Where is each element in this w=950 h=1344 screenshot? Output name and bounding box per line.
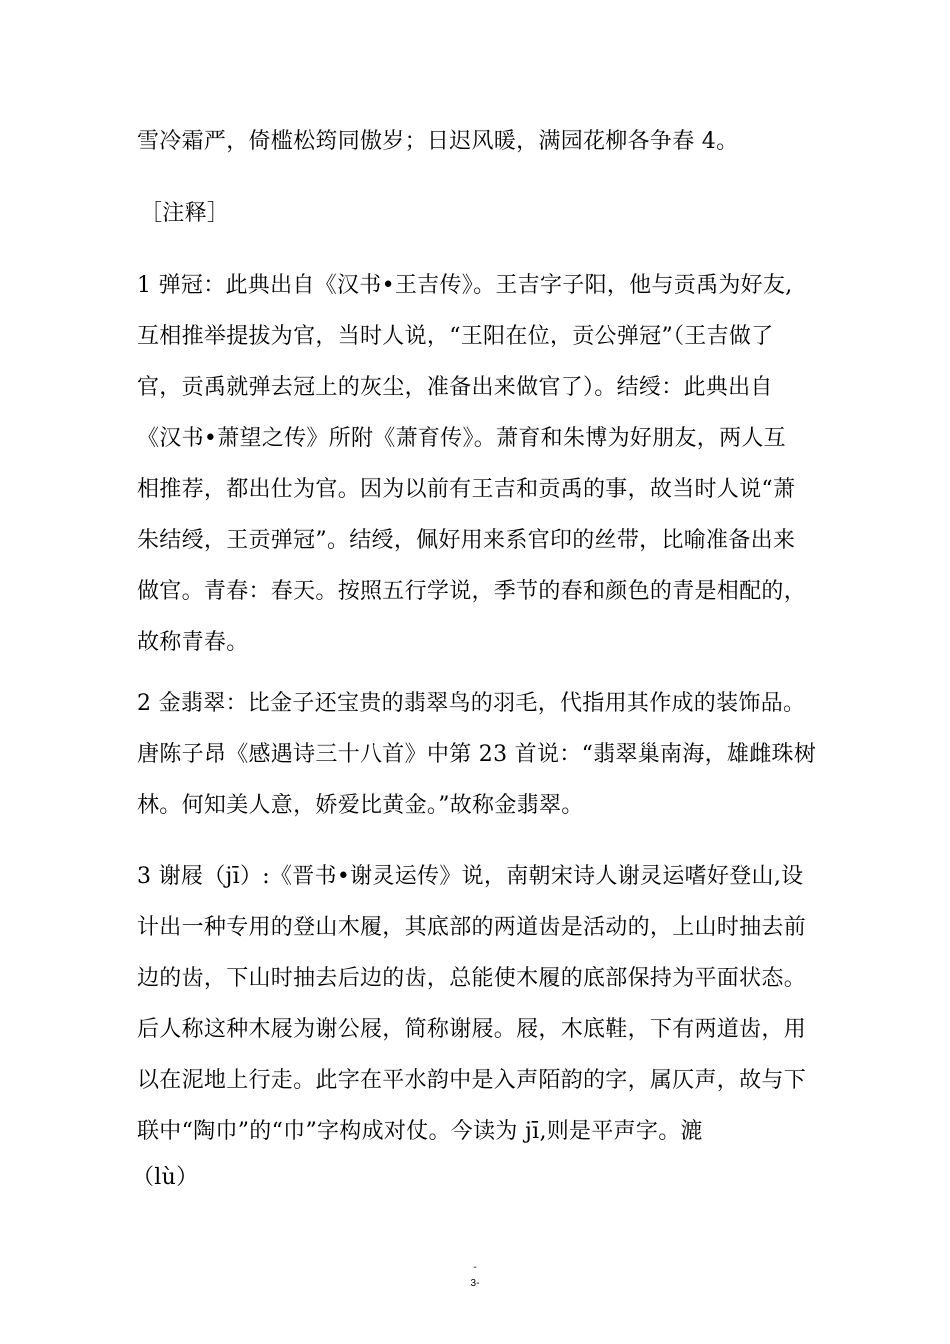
poem-line: 雪冷霜严，倚槛松筠同傲岁；日迟风暖，满园花柳各争春 4。 bbox=[137, 129, 739, 154]
note-2-line: 2 金翡翠：比金子还宝贵的翡翠鸟的羽毛，代指用其作成的装饰品。 bbox=[137, 691, 806, 716]
note-3-line: 计出一种专用的登山木履，其底部的两道齿是活动的，上山时抽去前 bbox=[137, 915, 807, 940]
note-1-line: 官，贡禹就弹去冠上的灰尘，准备出来做官了）。结绶：此典出自 bbox=[137, 375, 773, 400]
page-number: 3- bbox=[470, 1278, 480, 1289]
footer-dash: - bbox=[473, 1262, 477, 1273]
notes-heading: ［注释］ bbox=[140, 201, 230, 226]
note-3-line: 后人称这种木屐为谢公屐，简称谢屐。屐，木底鞋，下有两道齿，用 bbox=[137, 1017, 807, 1042]
note-1-line: 互相推举提拔为官，当时人说，“王阳在位，贡公弹冠”（王吉做了 bbox=[137, 324, 774, 349]
note-3-line: 3 谢屐（jī）:《晋书•谢灵运传》说，南朝宋诗人谢灵运嗜好登山,设 bbox=[137, 864, 804, 889]
note-1-line: 做官。青春：春天。按照五行学说，季节的春和颜色的青是相配的， bbox=[137, 579, 807, 604]
note-3-line: 以在泥地上行走。此字在平水韵中是入声陌韵的字，属仄声，故与下 bbox=[137, 1068, 807, 1093]
note-3-line: （lù） bbox=[132, 1165, 199, 1190]
note-2-line: 林。何知美人意，娇爱比黄金。”故称金翡翠。 bbox=[137, 793, 584, 818]
note-1-line: 1 弹冠：此典出自《汉书•王吉传》。王吉字子阳，他与贡禹为好友, bbox=[137, 273, 793, 298]
note-1-line: 《汉书•萧望之传》所附《萧育传》。萧育和朱博为好朋友，两人互 bbox=[137, 426, 786, 451]
note-2-line: 唐陈子昂《感遇诗三十八首》中第 23 首说：“翡翠巢南海，雄雌珠树 bbox=[137, 742, 817, 767]
note-1-line: 故称青春。 bbox=[137, 630, 249, 655]
note-1-line: 朱结绶，王贡弹冠”。结绶，佩好用来系官印的丝带，比喻准备出来 bbox=[137, 528, 796, 553]
note-3-line: 联中“陶巾”的“巾”字构成对仗。今读为 jī,则是平声字。漉 bbox=[137, 1119, 703, 1144]
note-3-line: 边的齿，下山时抽去后边的齿，总能使木履的底部保持为平面状态。 bbox=[137, 966, 807, 991]
note-1-line: 相推荐，都出仕为官。因为以前有王吉和贡禹的事，故当时人说“萧 bbox=[137, 477, 796, 502]
